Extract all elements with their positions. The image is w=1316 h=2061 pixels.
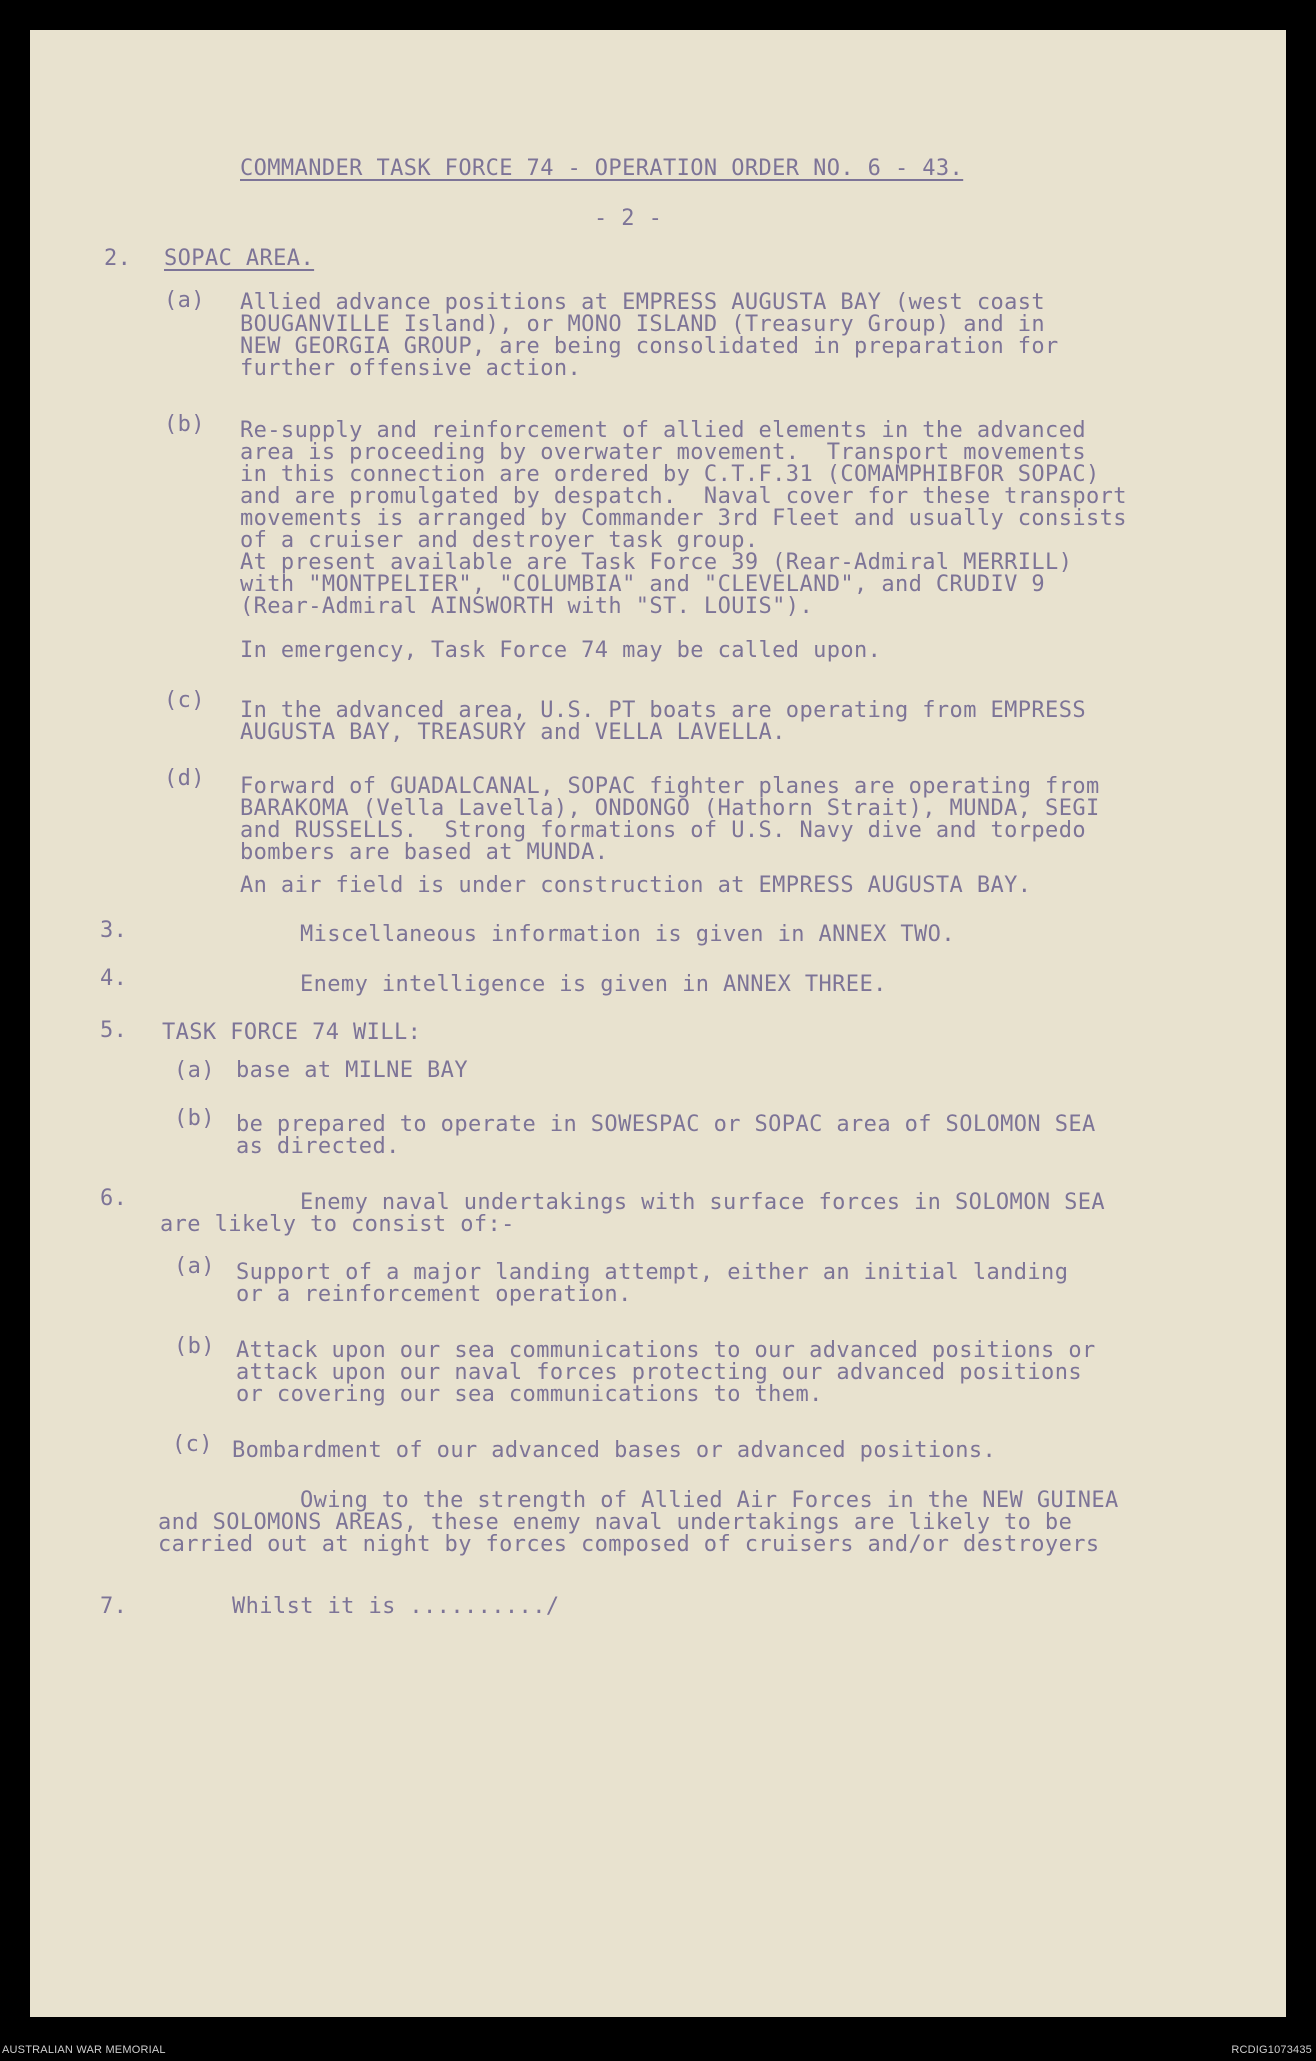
para2-b-line: in this connection are ordered by C.T.F.31 (COMAMPHIBFOR SOPAC) bbox=[240, 462, 1100, 487]
para2-b-line: area is proceeding by overwater movement. Transport movements bbox=[240, 440, 1086, 465]
para6-b-label: (b) bbox=[174, 1334, 215, 1359]
para2-number: 2. bbox=[104, 246, 132, 271]
para6-b-line: or covering our sea communications to them. bbox=[236, 1382, 823, 1407]
para6-number: 6. bbox=[100, 1186, 128, 1211]
para2-d-line: and RUSSELLS. Strong formations of U.S. Navy dive and torpedo bbox=[240, 818, 1086, 843]
footer-record-id: RCDIG1073435 bbox=[1231, 2044, 1312, 2056]
para2-d-line: bombers are based at MUNDA. bbox=[240, 840, 609, 865]
para2-c-line: AUGUSTA BAY, TREASURY and VELLA LAVELLA. bbox=[240, 720, 786, 745]
para6-a-line: or a reinforcement operation. bbox=[236, 1282, 632, 1307]
para5-a-text: base at MILNE BAY bbox=[236, 1058, 468, 1083]
para2-b-label: (b) bbox=[164, 412, 205, 437]
para2-b-line: and are promulgated by despatch. Naval cover for these transport bbox=[240, 484, 1127, 509]
para6-a-label: (a) bbox=[174, 1254, 215, 1279]
para6-intro: Enemy naval undertakings with surface forces in SOLOMON SEA bbox=[300, 1190, 1106, 1215]
para5-b-line: be prepared to operate in SOWESPAC or SOPAC area of SOLOMON SEA bbox=[236, 1112, 1096, 1137]
para2-d-label: (d) bbox=[164, 766, 205, 791]
para2-c-label: (c) bbox=[164, 688, 205, 713]
para2-b-line: movements is arranged by Commander 3rd Fleet and usually consists bbox=[240, 506, 1127, 531]
para2-heading: SOPAC AREA. bbox=[164, 246, 315, 271]
para3-number: 3. bbox=[100, 918, 128, 943]
para2-b-line: In emergency, Task Force 74 may be called upon. bbox=[240, 638, 882, 663]
para4-number: 4. bbox=[100, 966, 128, 991]
para2-a-line: further offensive action. bbox=[240, 356, 582, 381]
para5-b-line: as directed. bbox=[236, 1134, 400, 1159]
page-marker: - 2 - bbox=[594, 206, 663, 231]
para2-b-line: At present available are Task Force 39 (Rear-Admiral MERRILL) bbox=[240, 550, 1073, 575]
para2-d-line: An air field is under construction at EMPRESS AUGUSTA BAY. bbox=[240, 873, 1032, 898]
para5-a-label: (a) bbox=[174, 1058, 215, 1083]
para2-b-line: with "MONTPELIER", "COLUMBIA" and "CLEVELAND", and CRUDIV 9 bbox=[240, 572, 1046, 597]
para3-text: Miscellaneous information is given in ANNEX TWO. bbox=[300, 922, 955, 947]
para2-a-label: (a) bbox=[164, 288, 205, 313]
para6-closing-line: carried out at night by forces composed of cruisers and/or destroyers bbox=[158, 1532, 1100, 1557]
para7-text: Whilst it is ........../ bbox=[232, 1594, 560, 1619]
para6-c-text: Bombardment of our advanced bases or advanced positions. bbox=[232, 1438, 997, 1463]
para5-b-label: (b) bbox=[174, 1106, 215, 1131]
para2-b-line: (Rear-Admiral AINSWORTH with "ST. LOUIS"). bbox=[240, 594, 814, 619]
para2-a-line: BOUGANVILLE Island), or MONO ISLAND (Treasury Group) and in bbox=[240, 312, 1046, 337]
para2-c-line: In the advanced area, U.S. PT boats are operating from EMPRESS bbox=[240, 698, 1086, 723]
para7-number: 7. bbox=[100, 1594, 128, 1619]
footer-credit: AUSTRALIAN WAR MEMORIAL bbox=[2, 2044, 166, 2056]
para6-c-label: (c) bbox=[172, 1432, 213, 1457]
para2-a-line: NEW GEORGIA GROUP, are being consolidated in preparation for bbox=[240, 334, 1059, 359]
para2-b-line: of a cruiser and destroyer task group. bbox=[240, 528, 759, 553]
para6-intro: are likely to consist of:- bbox=[160, 1212, 515, 1237]
document-title: COMMANDER TASK FORCE 74 - OPERATION ORDER NO. 6 - 43. bbox=[240, 156, 964, 181]
para2-a-line: Allied advance positions at EMPRESS AUGUSTA BAY (west coast bbox=[240, 290, 1046, 315]
para5-number: 5. bbox=[100, 1018, 128, 1043]
para6-closing-line: Owing to the strength of Allied Air Forces in the NEW GUINEA bbox=[300, 1488, 1119, 1513]
para2-d-line: Forward of GUADALCANAL, SOPAC fighter planes are operating from bbox=[240, 774, 1100, 799]
para5-heading: TASK FORCE 74 WILL: bbox=[162, 1020, 422, 1045]
para6-b-line: Attack upon our sea communications to our advanced positions or bbox=[236, 1338, 1096, 1363]
para2-d-line: BARAKOMA (Vella Lavella), ONDONGO (Hathorn Strait), MUNDA, SEGI bbox=[240, 796, 1100, 821]
para4-text: Enemy intelligence is given in ANNEX THREE. bbox=[300, 972, 887, 997]
para6-a-line: Support of a major landing attempt, either an initial landing bbox=[236, 1260, 1069, 1285]
para6-closing-line: and SOLOMONS AREAS, these enemy naval undertakings are likely to be bbox=[158, 1510, 1073, 1535]
para2-b-line: Re-supply and reinforcement of allied elements in the advanced bbox=[240, 418, 1086, 443]
para6-b-line: attack upon our naval forces protecting our advanced positions bbox=[236, 1360, 1082, 1385]
